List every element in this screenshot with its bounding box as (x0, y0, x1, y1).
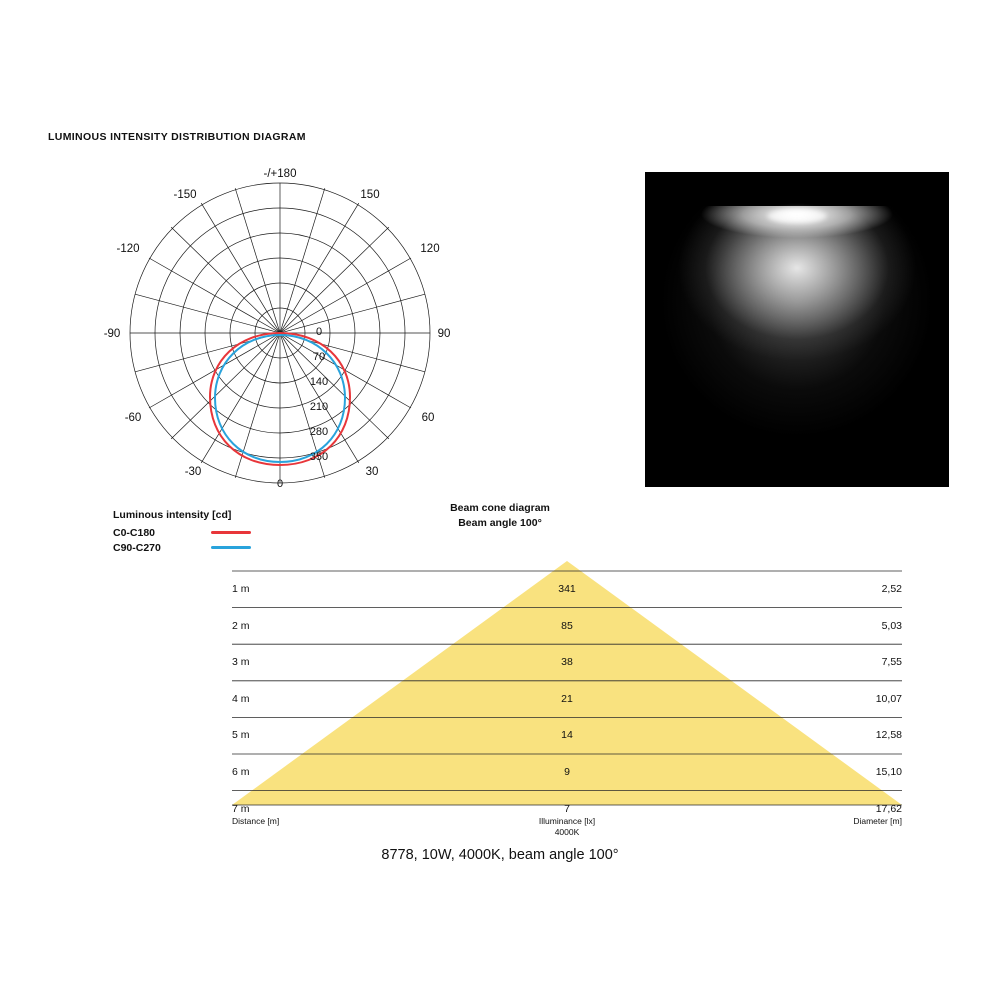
cone-illuminance-2: 85 (561, 619, 573, 632)
cone-illuminance-7: 7 (564, 802, 570, 815)
polar-angle-180: -/+180 (263, 168, 297, 180)
polar-rtick-210: 210 (309, 401, 329, 413)
beam-glow (652, 206, 942, 487)
polar-center-label: 0 (276, 478, 284, 490)
cone-distance-1: 1 m (232, 583, 250, 595)
beam-cone-diagram (232, 561, 902, 823)
cone-distance-6: 6 m (232, 766, 250, 778)
beam-cone-title-line1: Beam cone diagram (450, 502, 550, 514)
beam-cone-title-line2: Beam angle 100° (458, 517, 542, 529)
page-title: LUMINOUS INTENSITY DISTRIBUTION DIAGRAM (48, 131, 306, 143)
polar-rtick-350: 350 (309, 451, 329, 463)
cone-distance-7: 7 m (232, 802, 250, 815)
cone-diameter-4: 10,07 (875, 692, 902, 705)
legend-label-c0-c180: C0-C180 (113, 526, 156, 539)
beam-cone-footer (232, 816, 902, 838)
footer-cct-label: 4000K (554, 827, 580, 837)
polar-angle-minus120: -120 (116, 243, 140, 255)
cone-distance-3: 3 m (232, 656, 250, 669)
cone-row-2 (232, 608, 902, 645)
beam-cone-title (0, 501, 1000, 531)
cone-row-1 (232, 571, 902, 608)
cone-illuminance-3: 38 (561, 656, 573, 669)
cone-diameter-7: 17,62 (875, 802, 902, 815)
beam-photo (645, 172, 949, 487)
cone-row-6 (232, 754, 902, 791)
legend-title: Luminous intensity [cd] (113, 509, 232, 521)
cone-diameter-1: 2,52 (881, 583, 902, 595)
polar-angle-60: 60 (421, 412, 435, 424)
cone-row-3 (232, 644, 902, 681)
legend-swatch-c0-c180 (211, 531, 251, 534)
beam-hotspot (767, 208, 827, 224)
polar-rtick-280: 280 (309, 426, 329, 438)
footer-diameter-label: Diameter [m] (853, 816, 902, 826)
cone-illuminance-1: 341 (558, 583, 576, 595)
polar-angle-150: 150 (360, 189, 380, 201)
legend-label-c90-c270: C90-C270 (113, 541, 161, 554)
footer-distance-label: Distance [m] (232, 816, 280, 826)
polar-rtick-140: 140 (309, 376, 329, 388)
cone-distance-5: 5 m (232, 729, 250, 742)
product-caption: 8778, 10W, 4000K, beam angle 100° (381, 847, 619, 863)
polar-angle-30: 30 (365, 466, 379, 478)
cone-diameter-2: 5,03 (881, 619, 902, 632)
cone-illuminance-5: 14 (561, 729, 573, 742)
cone-illuminance-4: 21 (561, 692, 573, 705)
cone-row-4 (232, 681, 902, 718)
polar-angle-minus90: -90 (103, 328, 121, 340)
cone-diameter-6: 15,10 (875, 766, 902, 778)
polar-chart-svg (60, 165, 500, 495)
cone-diameter-5: 12,58 (875, 729, 902, 742)
cone-diameter-3: 7,55 (881, 656, 902, 669)
polar-angle-minus60: -60 (124, 412, 142, 424)
cone-illuminance-6: 9 (564, 766, 570, 778)
luminous-intensity-polar-diagram (60, 165, 500, 495)
cone-row-5 (232, 717, 902, 754)
polar-rtick-70: 70 (312, 351, 326, 363)
polar-angle-minus150: -150 (173, 189, 197, 201)
legend-swatch-c90-c270 (211, 546, 251, 549)
polar-angle-90: 90 (437, 328, 451, 340)
polar-rtick-0: 0 (315, 326, 323, 338)
polar-angle-minus30: -30 (184, 466, 202, 478)
footer-illuminance-label: Illuminance [lx] (538, 816, 596, 826)
cone-distance-2: 2 m (232, 619, 250, 632)
legend-item-c90-c270 (113, 540, 251, 555)
polar-angle-120: 120 (420, 243, 440, 255)
cone-distance-4: 4 m (232, 692, 250, 705)
